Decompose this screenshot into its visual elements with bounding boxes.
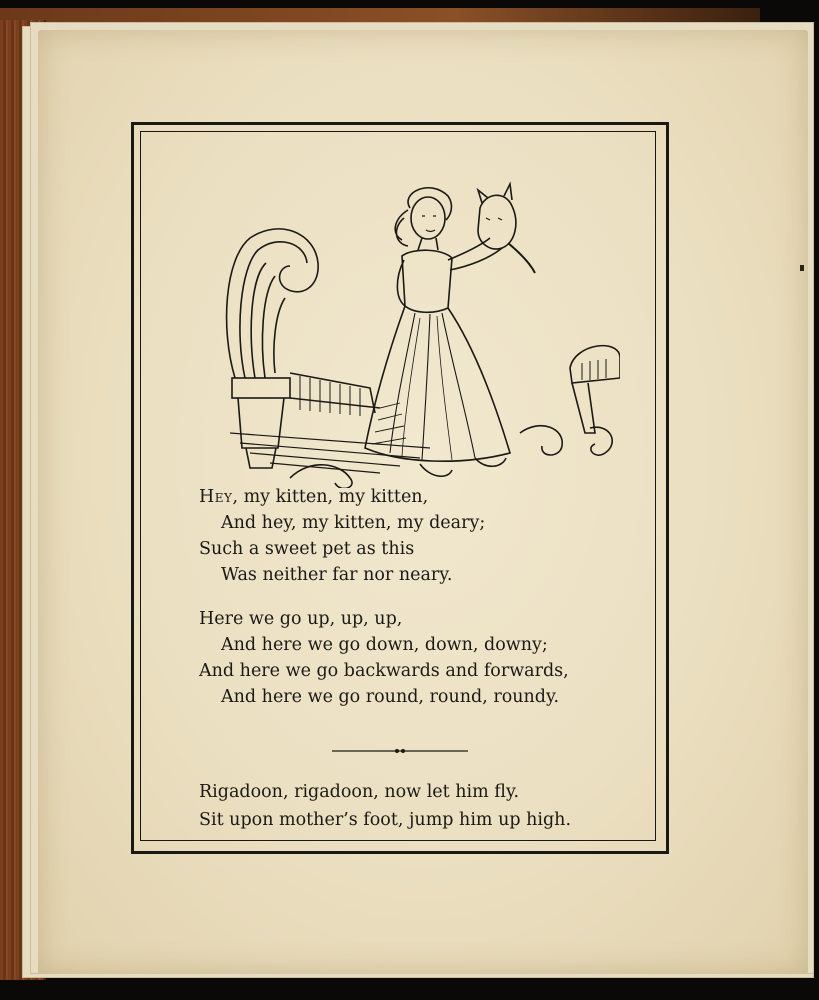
poem-line-rest: , my kitten, my kitten,: [232, 487, 429, 507]
poem-block: [199, 484, 629, 728]
poem-line: Such a sweet pet as this: [199, 539, 415, 559]
stanza-2: [199, 606, 629, 710]
girl-with-kitten-engraving-icon: [190, 148, 620, 488]
poem-line: And hey, my kitten, my deary;: [221, 513, 486, 533]
poem-line: [199, 484, 629, 510]
poem-line: Was neither far nor neary.: [221, 565, 453, 585]
ornamental-divider-icon: [332, 746, 468, 756]
poem-line: And here we go backwards and forwards,: [199, 661, 569, 681]
stanza-3: [199, 778, 629, 834]
poem-line: Sit upon mother’s foot, jump him up high.: [199, 810, 572, 830]
page-mark: [800, 265, 804, 271]
poem-first-word: Hey: [199, 487, 233, 507]
poem-line: Rigadoon, rigadoon, now let him fly.: [199, 782, 520, 802]
stanza-1: [199, 484, 629, 588]
poem-line: Here we go up, up, up,: [199, 609, 403, 629]
poem-line: And here we go round, round, roundy.: [221, 687, 560, 707]
poem-line: And here we go down, down, downy;: [221, 635, 548, 655]
